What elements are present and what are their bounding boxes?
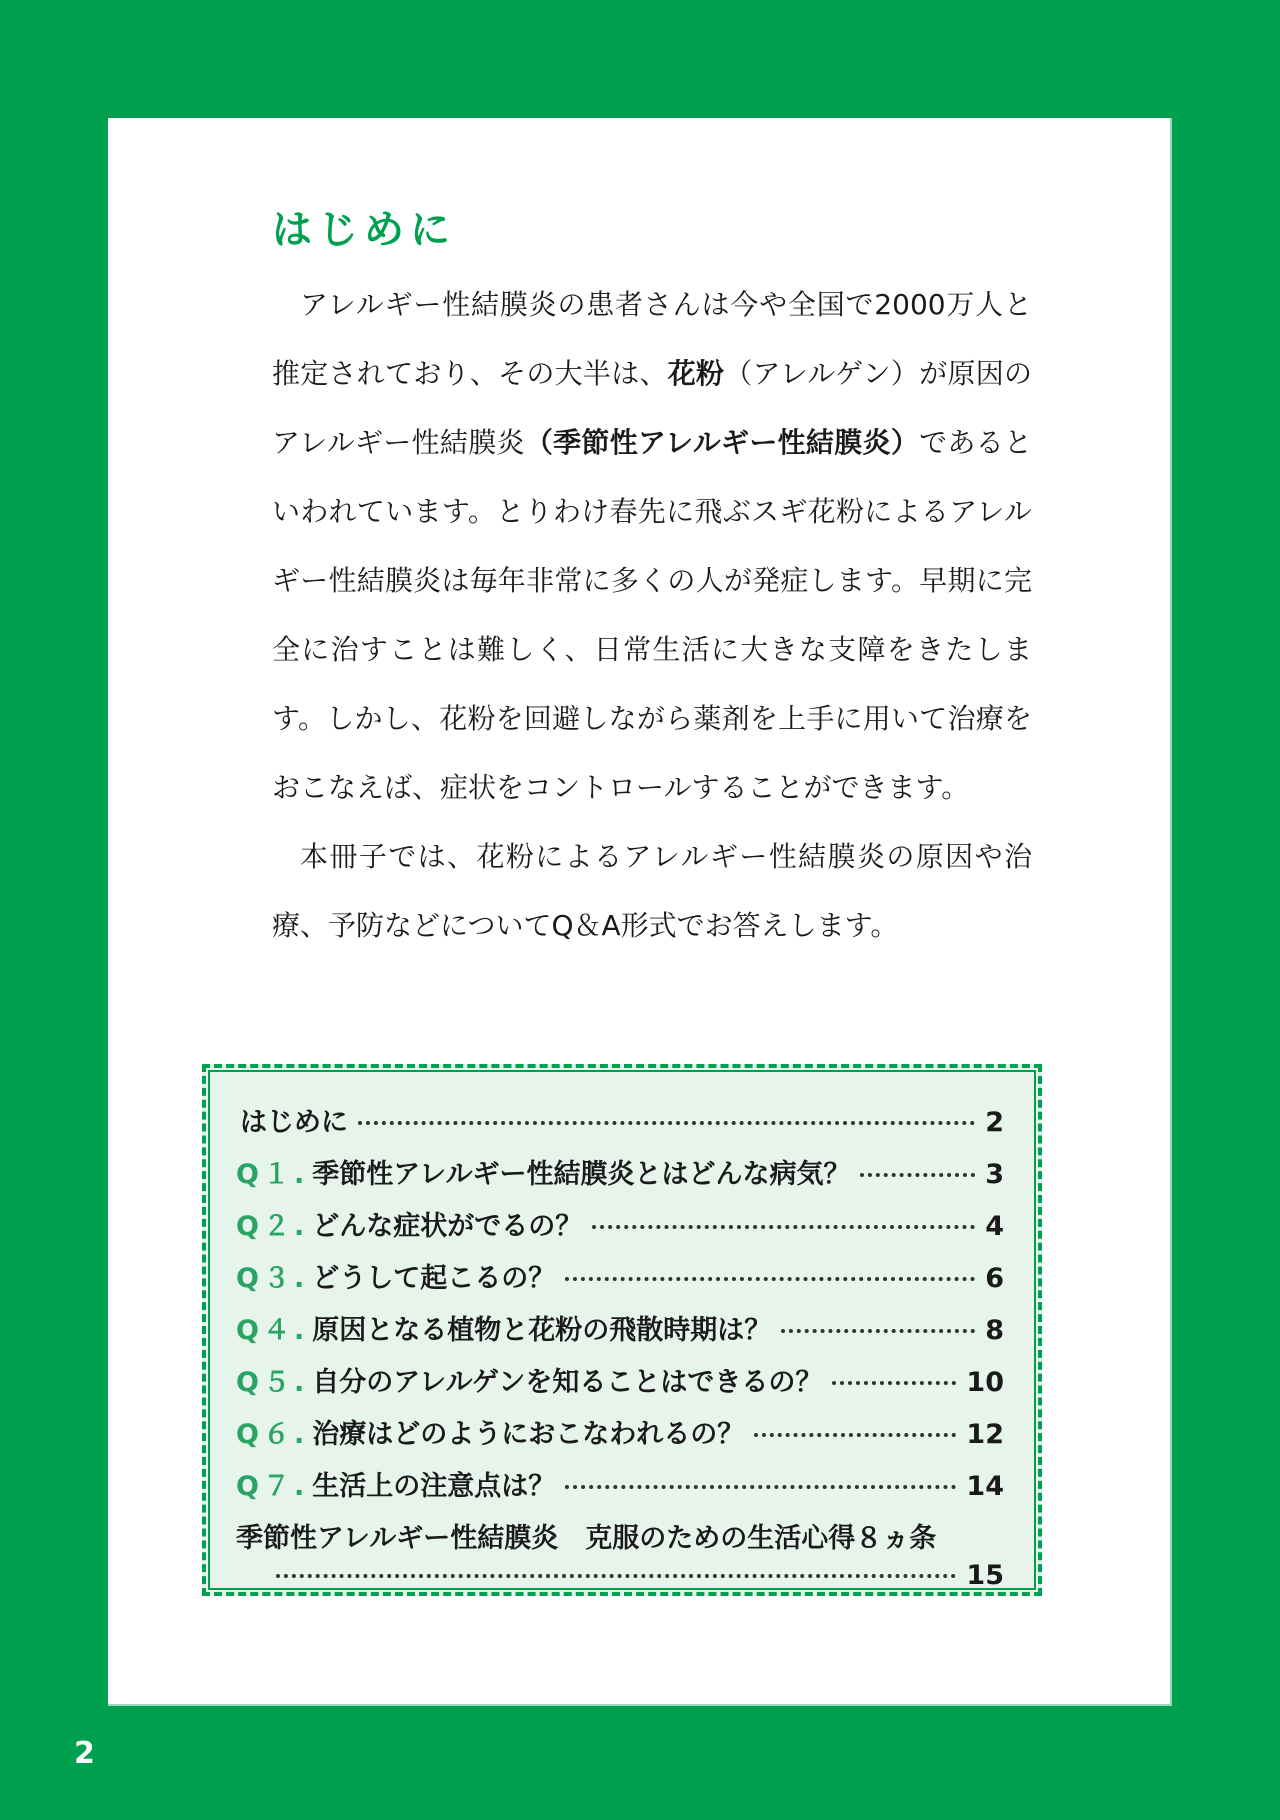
toc-page-number: 14 — [966, 1471, 1004, 1502]
toc-question-number: Q６. — [236, 1419, 309, 1450]
intro-bold-pollen: 花粉 — [667, 357, 725, 390]
toc-question-number: Q１. — [236, 1159, 309, 1190]
toc-item-title: はじめに — [240, 1107, 348, 1138]
intro-paragraph-2: 本冊子では、花粉によるアレルギー性結膜炎の原因や治療、予防などについてQ＆A形式でお答えします。 — [272, 840, 1032, 942]
toc-item[interactable] — [236, 1256, 1004, 1308]
toc-question-number: Q７. — [236, 1471, 309, 1502]
intro-text — [272, 270, 1032, 960]
toc-page-number: 3 — [985, 1159, 1004, 1190]
toc-page-number: 2 — [985, 1107, 1004, 1138]
toc-item-last-page[interactable] — [236, 1560, 1004, 1612]
toc-item-title: 季節性アレルギー性結膜炎とはどんな病気？ — [312, 1159, 851, 1190]
toc-leader-dots — [565, 1485, 956, 1489]
toc-page-number: 12 — [966, 1419, 1004, 1450]
toc-leader-dots — [832, 1381, 956, 1385]
toc-leader-dots — [592, 1225, 975, 1229]
toc-page-number: 4 — [985, 1211, 1004, 1242]
intro-text-1c: （アレルゲン）が原因のアレルギー性結膜炎 — [272, 357, 1032, 459]
toc-question-number: Q３. — [236, 1263, 309, 1294]
toc-item[interactable] — [236, 1152, 1004, 1204]
toc-list — [236, 1100, 1004, 1612]
toc-leader-dots — [358, 1121, 975, 1125]
toc-question-number: Q２. — [236, 1211, 309, 1242]
page-title: はじめに — [272, 207, 456, 253]
toc-leader-dots — [754, 1433, 956, 1437]
toc-item-title: 自分のアレルゲンを知ることはできるの？ — [312, 1367, 823, 1398]
toc-item-title: 季節性アレルギー性結膜炎 克服のための生活心得８ヵ条 — [236, 1523, 937, 1554]
toc-leader-dots — [565, 1277, 975, 1281]
toc-item[interactable] — [236, 1204, 1004, 1256]
toc-page-number: 8 — [985, 1315, 1004, 1346]
intro-text-1a: アレルギー性結膜炎の患者さんは今や全国で2000万人と推定されており、その大半は、 — [272, 288, 1032, 390]
table-of-contents — [202, 1064, 1042, 1596]
toc-leader-dots — [276, 1574, 956, 1578]
toc-question-number: Q５. — [236, 1367, 309, 1398]
toc-item-title: 生活上の注意点は？ — [312, 1471, 556, 1502]
intro-bold-seasonal: （季節性アレルギー性結膜炎） — [524, 426, 920, 459]
toc-item-last[interactable] — [236, 1516, 1004, 1560]
toc-leader-dots — [860, 1173, 975, 1177]
toc-page-number: 15 — [966, 1560, 1004, 1591]
page-number: 2 — [74, 1736, 95, 1771]
intro-paragraph-1 — [272, 270, 1032, 822]
toc-item-title: 治療はどのようにおこなわれるの？ — [312, 1419, 745, 1450]
toc-item-title: 原因となる植物と花粉の飛散時期は？ — [312, 1315, 772, 1346]
toc-item[interactable] — [236, 1464, 1004, 1516]
toc-question-number: Q４. — [236, 1315, 309, 1346]
intro-text-1e: であるといわれています。とりわけ春先に飛ぶスギ花粉によるアレルギー性結膜炎は毎年非常に多くの人が発症します。早期に完全に治すことは難しく、日常生活に大きな支障をきたします。しかし、花粉を回避しながら薬剤を上手に用いて治療をおこなえば、症状をコントロールすることができます。 — [272, 426, 1032, 804]
toc-item[interactable] — [236, 1308, 1004, 1360]
toc-item-title: どんな症状がでるの？ — [312, 1211, 583, 1242]
toc-item[interactable] — [236, 1100, 1004, 1152]
toc-page-number: 10 — [966, 1367, 1004, 1398]
toc-leader-dots — [781, 1329, 975, 1333]
toc-item[interactable] — [236, 1360, 1004, 1412]
toc-item-title: どうして起こるの？ — [312, 1263, 556, 1294]
toc-page-number: 6 — [985, 1263, 1004, 1294]
toc-item[interactable] — [236, 1412, 1004, 1464]
page-card — [110, 120, 1168, 1702]
